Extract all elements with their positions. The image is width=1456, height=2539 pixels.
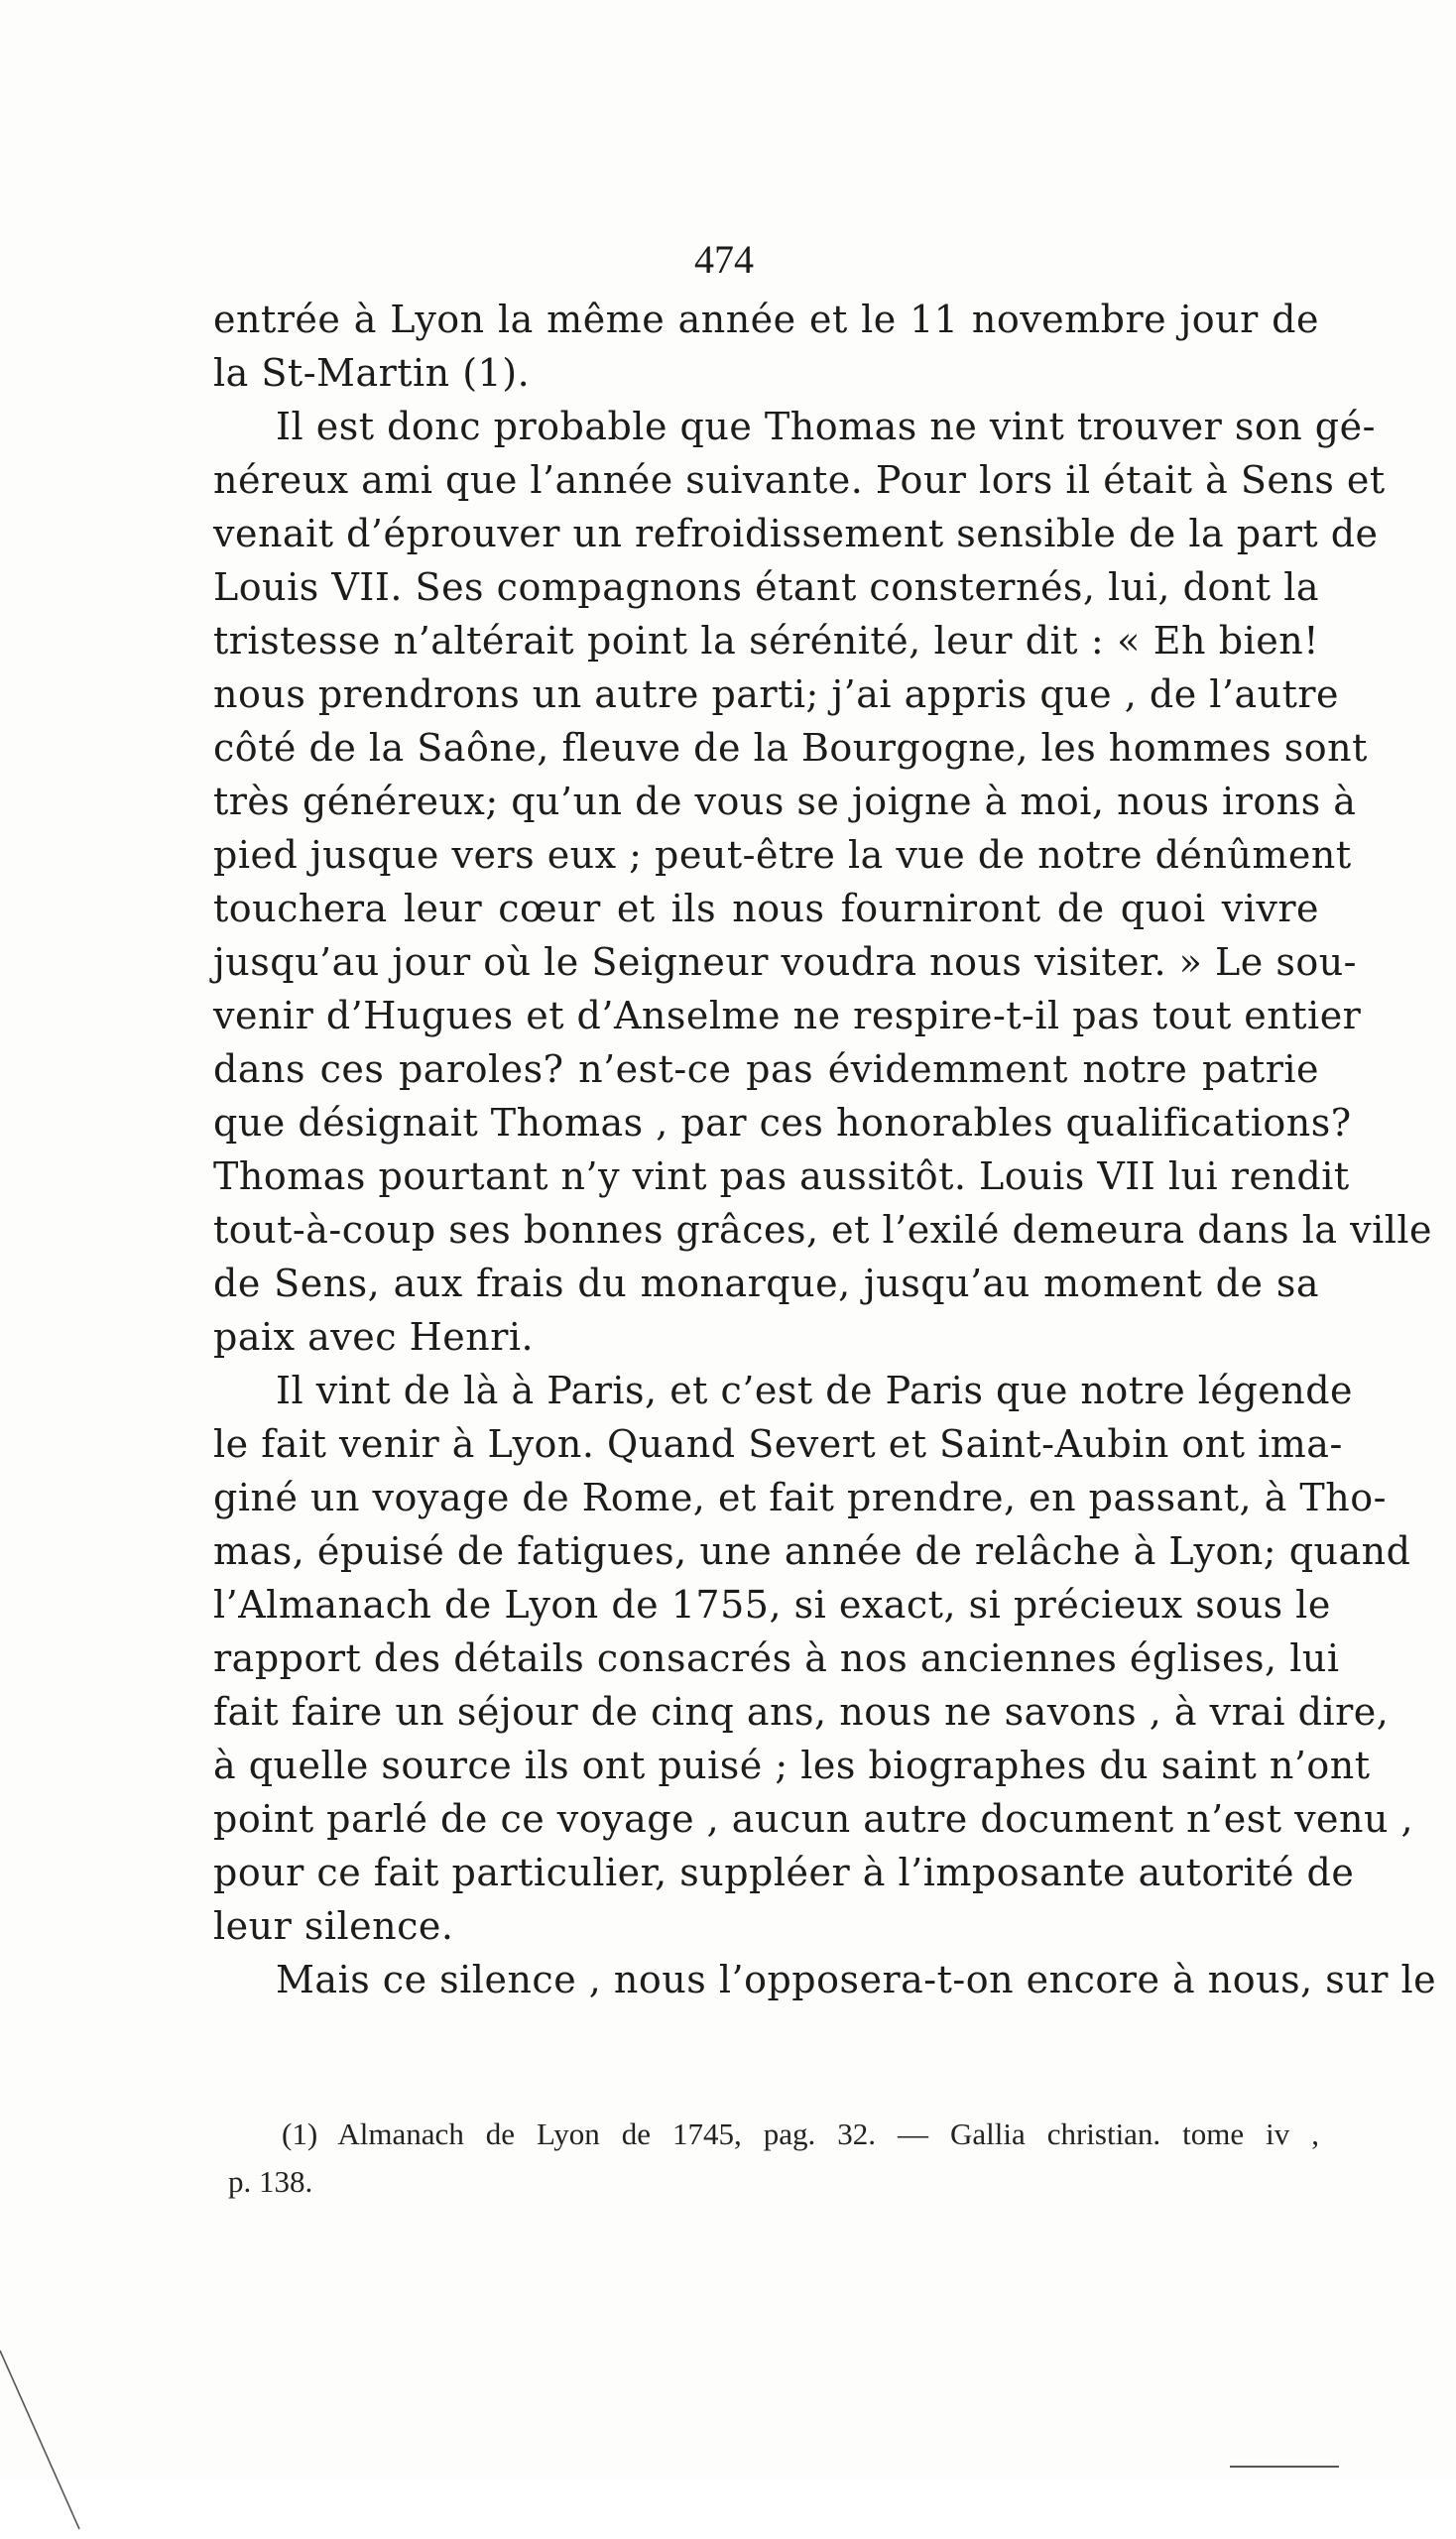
text-line: que désignait Thomas , par ces honorables qualifications? xyxy=(213,1101,1352,1145)
text-line: toucherа leur cœur et ils nous fourniront de quoi vivre xyxy=(213,887,1319,930)
text-line: rapport des détails consacrés à nos anciennes églises, lui xyxy=(213,1636,1340,1680)
text-line: à quelle source ils ont puisé ; les biographes du saint n’ont xyxy=(213,1744,1371,1787)
text-line: nous prendrons un autre parti; j’ai appris que , de l’autre xyxy=(213,672,1340,716)
page-number: 474 xyxy=(694,237,754,282)
text-line: néreux ami que l’année suivante. Pour lors il était à Sens et xyxy=(213,458,1386,502)
text-line: pied jusque vers eux ; peut-être la vue de notre dénûment xyxy=(213,833,1352,877)
text-line: giné un voyage de Rome, et fait prendre, en passant, à Tho- xyxy=(213,1476,1387,1519)
text-line: Il vint de là à Paris, et c’est de Paris que notre légende xyxy=(276,1369,1354,1412)
text-line: leur silence. xyxy=(213,1904,454,1948)
text-line: fait faire un séjour de cinq ans, nous ne savons , à vrai dire, xyxy=(213,1690,1390,1734)
text-line: mas, épuisé de fatigues, une année de relâche à Lyon; quand xyxy=(213,1529,1411,1573)
scan-bottom-rule xyxy=(1230,2466,1339,2468)
text-line: venir d’Hugues et d’Anselme ne respire-t-il pas tout entier xyxy=(213,994,1362,1037)
scan-edge-mark xyxy=(0,2351,89,2539)
text-line: tristesse n’altérait point la sérénité, leur dit : « Eh bien! xyxy=(213,619,1319,663)
footnote xyxy=(228,2111,1319,2206)
footnote-line: (1) Almanach de Lyon de 1745, pag. 32. — Gallia christian. tome iv , xyxy=(282,2116,1319,2151)
text-line: paix avec Henri. xyxy=(213,1315,535,1359)
text-line: dans ces paroles? n’est-ce pas évidemment notre patrie xyxy=(213,1047,1319,1091)
text-line: Il est donc probable que Thomas ne vint trouver son gé- xyxy=(276,405,1376,448)
text-line: la St-Martin (1). xyxy=(213,351,531,395)
text-line: entrée à Lyon la même année et le 11 novembre jour de xyxy=(213,298,1319,341)
footnote-line: p. 138. xyxy=(228,2164,313,2199)
body-text xyxy=(213,293,1437,2006)
text-line: le fait venir à Lyon. Quand Severt et Saint-Aubin ont ima- xyxy=(213,1422,1343,1466)
text-line: très généreux; qu’un de vous se joigne à moi, nous irons à xyxy=(213,780,1357,823)
text-line: tout-à-coup ses bonnes grâces, et l’exilé demeura dans la ville xyxy=(213,1208,1433,1252)
text-line: Thomas pourtant n’y vint pas aussitôt. Louis VII lui rendit xyxy=(213,1154,1350,1198)
text-line: Mais ce silence , nous l’opposera-t-on encore à nous, sur le xyxy=(276,1958,1437,2001)
text-line: pour ce fait particulier, suppléer à l’imposante autorité de xyxy=(213,1851,1355,1894)
text-line: point parlé de ce voyage , aucun autre document n’est venu , xyxy=(213,1797,1414,1841)
text-line: côté de la Saône, fleuve de la Bourgogne, les hommes sont xyxy=(213,726,1368,770)
text-line: venait d’éprouver un refroidissement sensible de la part de xyxy=(213,512,1379,555)
text-line: l’Almanach de Lyon de 1755, si exact, si précieux sous le xyxy=(213,1583,1331,1627)
text-line: de Sens, aux frais du monarque, jusqu’au moment de sa xyxy=(213,1262,1319,1305)
text-line: Louis VII. Ses compagnons étant consternés, lui, dont la xyxy=(213,565,1319,609)
text-line: jusqu’au jour où le Seigneur voudra nous visiter. » Le sou- xyxy=(213,940,1358,984)
